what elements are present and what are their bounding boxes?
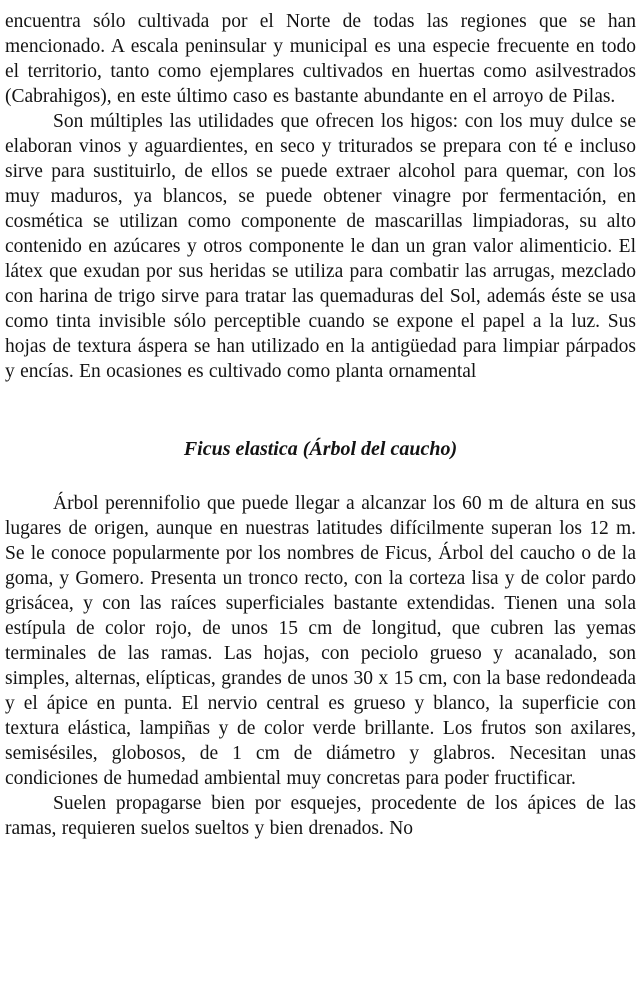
section-heading-ficus-elastica: Ficus elastica (Árbol del caucho) <box>183 438 458 460</box>
paragraph-ficus-description: Árbol perennifolio que puede llegar a alcanzar los 60 m de altura en sus lugares de origen, aunque en nuestras latitudes difícilmente superan los 12 m. Se le conoce popularmente por los nombres de Ficus, Árbol del caucho o de la goma, y Gomero. Presenta un tronco recto, con la corteza lisa y de color pardo grisácea, y con las raíces superficiales bastante extendidas. Tienen una sola estípula de color rojo, de unos 15 cm de longitud, que cubren las yemas terminales de las ramas. Las hojas, con peciolo grueso y acanalado, son simples, alternas, elípticas, grandes de unos 30 x 15 cm, con la base redondeada y el ápice en punta. El nervio central es grueso y blanco, la superficie con textura elástica, lampiñas y de color verde brillante. Los frutos son axilares, semisésiles, globosos, de 1 cm de diámetro y glabros. Necesitan unas condiciones de humedad ambiental muy concretas para poder fructificar. <box>5 493 636 789</box>
paragraph-continuation: encuentra sólo cultivada por el Norte de todas las regiones que se han mencionado. A escala peninsular y municipal es una especie frecuente en todo el territorio, tanto como ejemplares cultivados en huertas como asilvestrados (Cabrahigos), en este último caso es bastante abundante en el arroyo de Pilas. <box>5 11 636 107</box>
paragraph-fig-uses: Son múltiples las utilidades que ofrecen los higos: con los muy dulce se elaboran vinos y aguardientes, en seco y triturados se prepara con té e incluso sirve para sustituirlo, de ellos se puede extraer alcohol para quemar, con los muy maduros, ya blancos, se puede obtener vinagre por fermentación, en cosmética se utilizan como componente de mascarillas limpiadoras, su alto contenido en azúcares y otros componente le dan un gran valor alimenticio. El látex que exudan por sus heridas se utiliza para combatir las arrugas, mezclado con harina de trigo sirve para tratar las quemaduras del Sol, además éste se usa como tinta invisible sólo perceptible cuando se expone el papel a la luz. Sus hojas de textura áspera se han utilizado en la antigüedad para limpiar párpados y encías. En ocasiones es cultivado como planta ornamental <box>5 111 636 382</box>
paragraph-propagation: Suelen propagarse bien por esquejes, procedente de los ápices de las ramas, requieren suelos sueltos y bien drenados. No <box>5 793 636 839</box>
